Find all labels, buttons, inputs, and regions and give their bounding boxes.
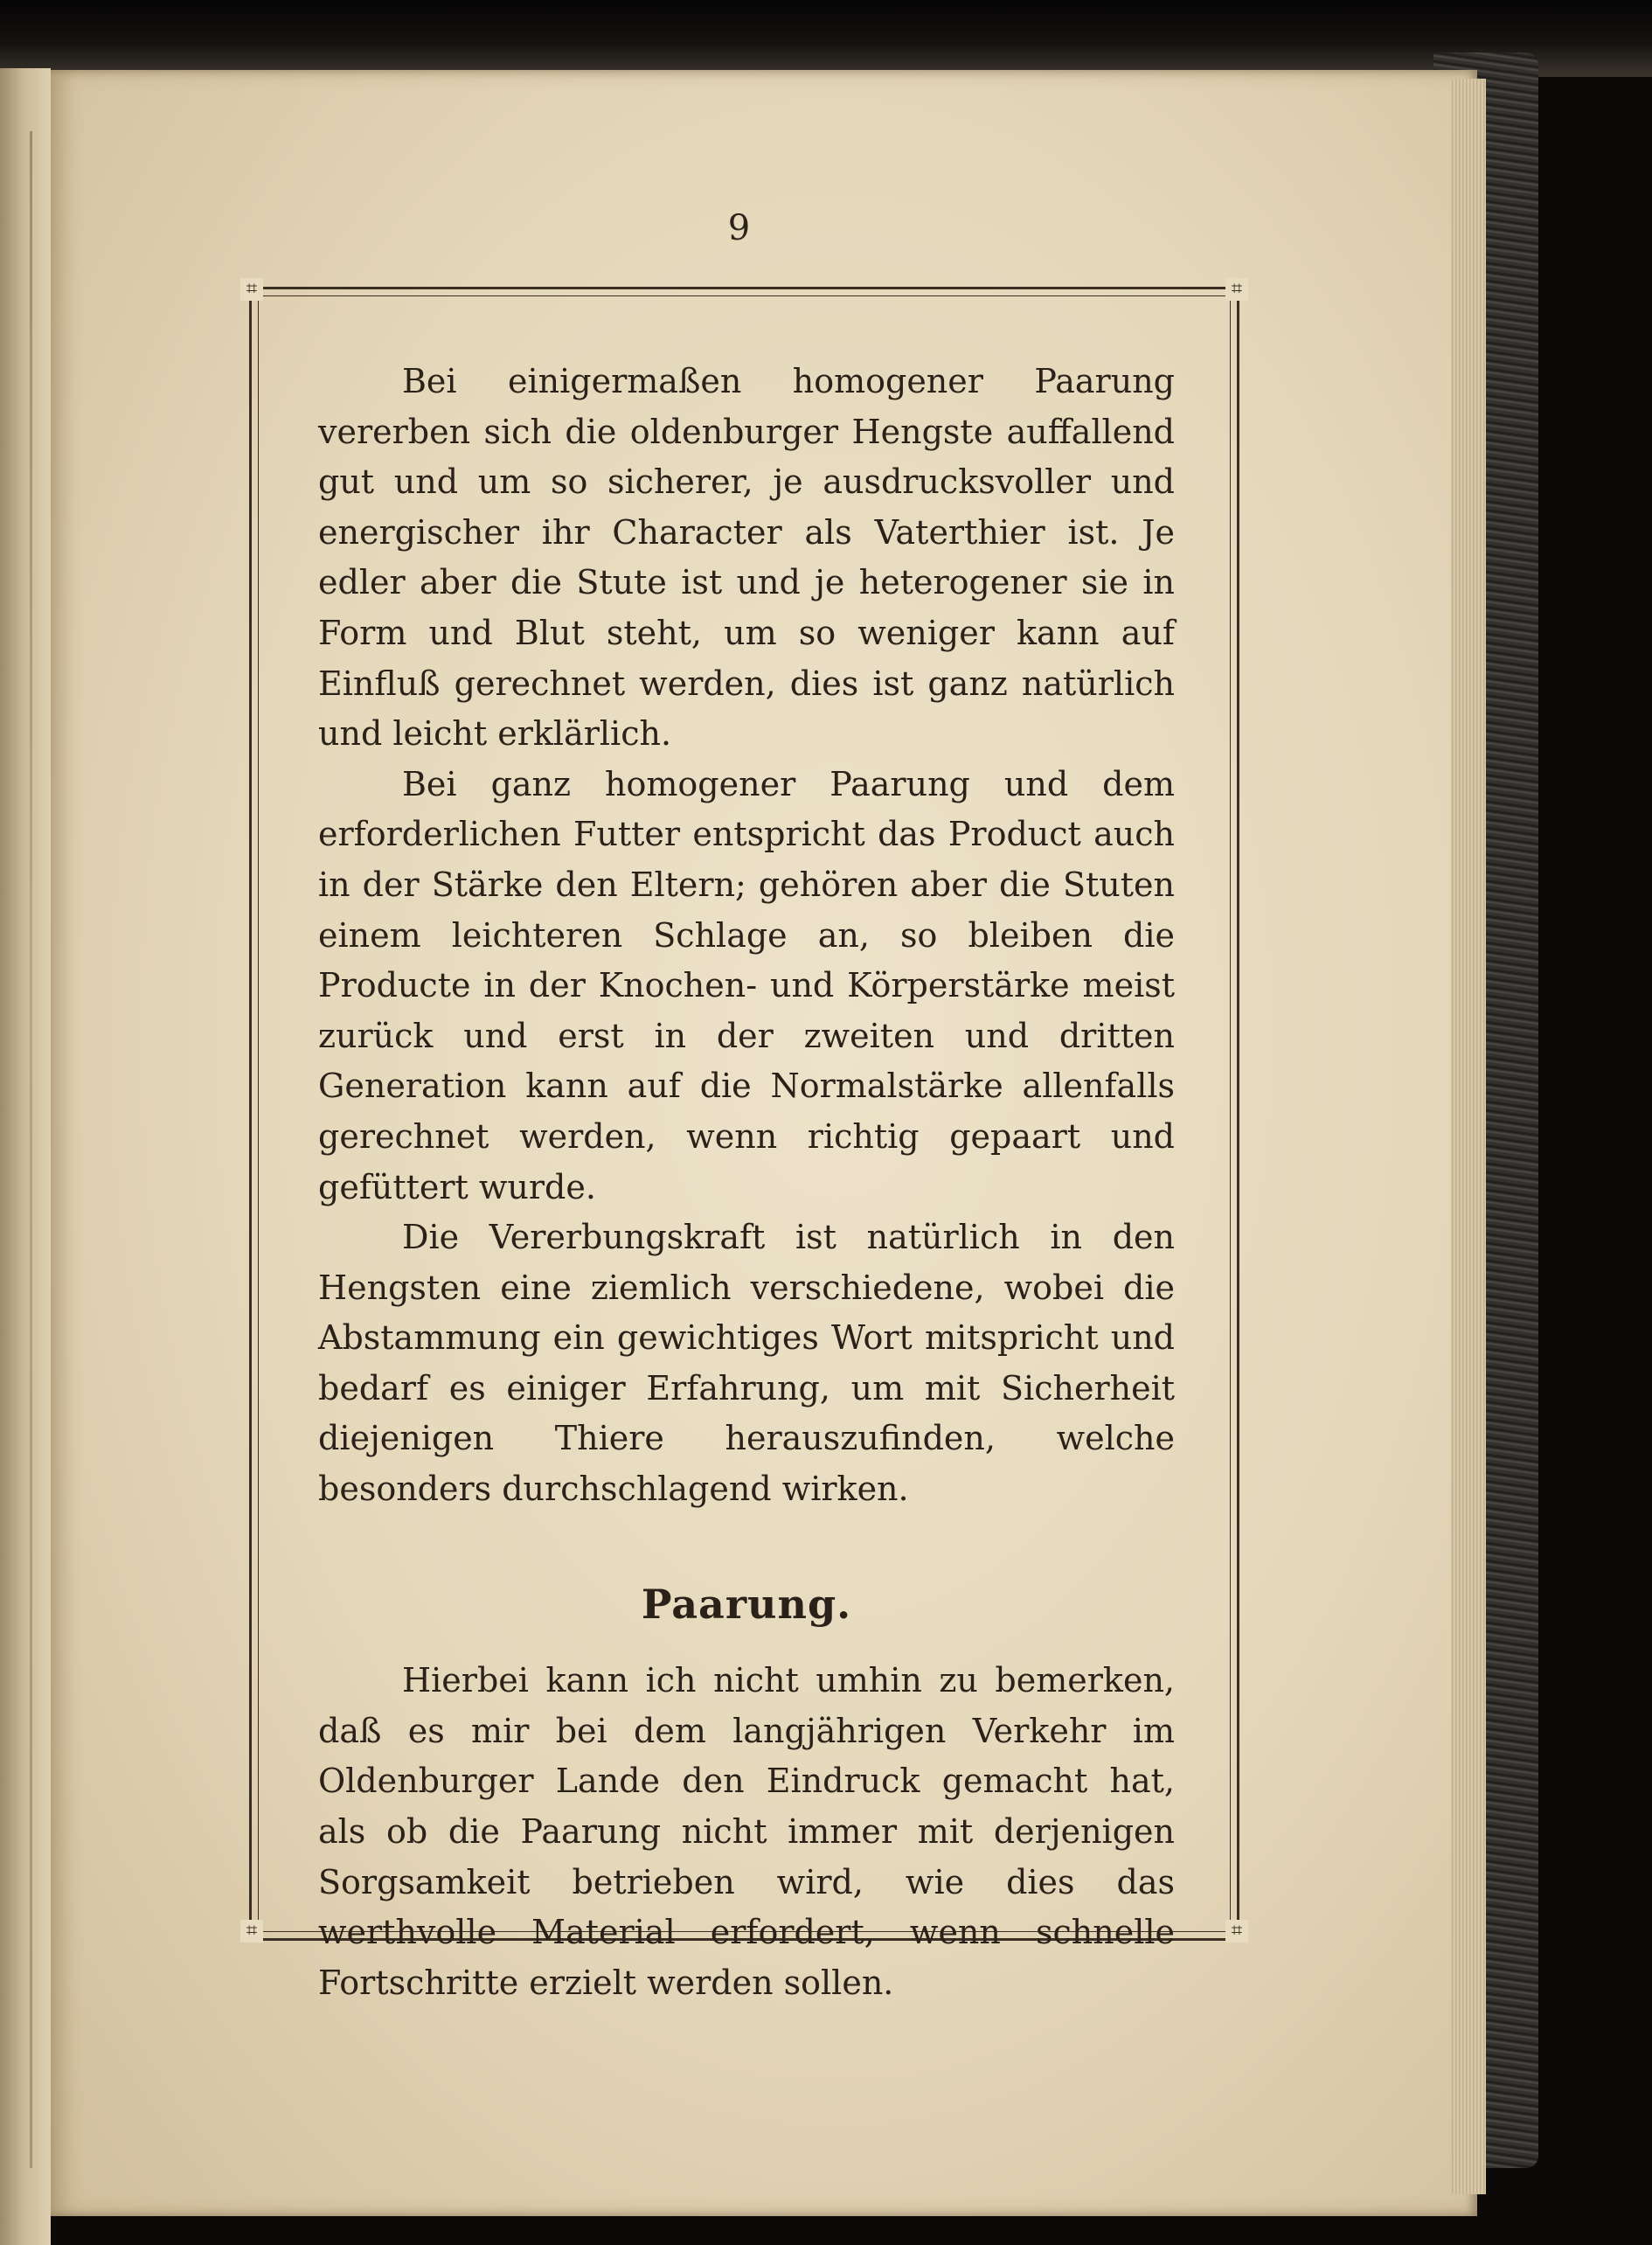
page-stack-edges — [1451, 79, 1486, 2194]
ornamental-corner-icon: ⌗ — [240, 278, 263, 301]
paragraph: Die Vererbungskraft ist natürlich in den Hengsten eine ziemlich verschiedene, wobei die Abstammung ein gewichtiges Wort mitspricht und bedarf es einiger Erfahrung, um mit Sicherheit diejenigen Thiere herauszufinden, welche besonders durchschlagend wirken. — [318, 1218, 1175, 1509]
facing-page-edge — [0, 68, 51, 2245]
ornamental-corner-icon: ⌗ — [1225, 278, 1248, 301]
book-binding-top — [0, 0, 1652, 77]
paragraph: Bei einigermaßen homogener Paarung vererben sich die oldenburger Hengste auffallend gut und um so sicherer, je ausdrucksvoller und energischer ihr Character als Vaterthier ist. Je edler aber die Stute ist und je heterogener sie in Form und Blut steht, um so weniger kann auf Einfluß gerechnet werden, dies ist ganz natürlich und leicht erklärlich. — [318, 362, 1175, 754]
page-gutter — [30, 131, 32, 2168]
paragraph: Bei ganz homogener Paarung und dem erforderlichen Futter entspricht das Product auch in der Stärke den Eltern; gehören aber die Stuten einem leichteren Schlage an, so bleiben die Producte in der Knochen- und Körperstärke meist zurück und erst in der zweiten und dritten Generation kann auf die Normalstärke allenfalls gerechnet werden, wenn richtig gepaart und gefüttert wurde. — [318, 764, 1175, 1206]
page-number: 9 — [727, 208, 752, 248]
section-heading: Paarung. — [641, 1580, 852, 1628]
page-body — [318, 357, 1175, 2008]
paragraph: Hierbei kann ich nicht umhin zu bemerken, daß es mir bei dem langjährigen Verkehr im Oldenburger Lande den Eindruck gemacht hat, als ob die Paarung nicht immer mit derjenigen Sorgsamkeit betrieben wird, wie dies das werthvolle Material erfordert, wenn schnelle Fortschritte erzielt werden sollen. — [318, 1661, 1175, 2002]
ornamental-corner-icon: ⌗ — [240, 1920, 263, 1943]
ornamental-corner-icon: ⌗ — [1225, 1920, 1248, 1943]
